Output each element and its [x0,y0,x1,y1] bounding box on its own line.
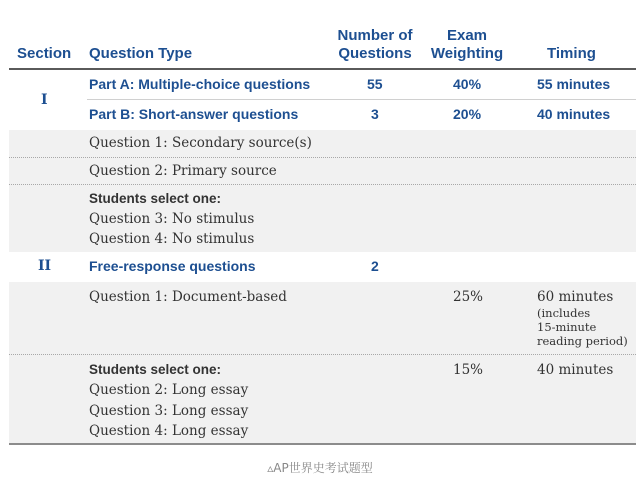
image-caption: ▵AP世界史考试题型 [267,461,373,475]
header-timing: Timing [547,45,596,62]
dbq-weight: 25% [453,289,484,305]
saq-q1-row [9,130,636,158]
partA-timing: 55 minutes [537,76,611,92]
dbq-type: Question 1: Document-based [89,289,287,305]
saq-q3: Question 3: No stimulus [89,211,255,227]
header-question-type: Question Type [89,45,193,62]
partA-weight: 40% [453,76,482,92]
le-q4: Question 4: Long essay [89,423,249,439]
header-section: Section [17,45,72,62]
saq-q4: Question 4: No stimulus [89,231,255,247]
le-q3: Question 3: Long essay [89,403,249,419]
dbq-timing-note-1: (includes [537,306,591,320]
le-timing: 40 minutes [537,362,614,378]
section2-label: II [38,258,52,274]
saq-q2-row [9,158,636,185]
le-weight: 15% [453,362,484,378]
table-header [9,18,636,70]
saq-select-row [9,185,636,251]
partA-type: Part A: Multiple-choice questions [89,76,311,92]
partA-count: 55 [367,76,383,92]
partB-type: Part B: Short-answer questions [89,106,299,122]
exam-format-table [9,18,636,445]
header-exam-weighting: Exam Weighting [430,27,504,62]
le-select-label: Students select one: [89,362,222,377]
saq-q2: Question 2: Primary source [89,163,277,179]
partB-timing: 40 minutes [537,106,611,122]
header-number-of-questions: Number of Questions [337,27,413,62]
section2-frq-row [9,252,636,282]
dbq-row [9,282,636,355]
partB-count: 3 [371,106,379,122]
saq-q1: Question 1: Secondary source(s) [89,135,312,151]
frq-count: 2 [371,258,379,274]
partB-weight: 20% [453,106,482,122]
section1-label: I [41,92,48,108]
le-q2: Question 2: Long essay [89,382,249,398]
frq-type: Free-response questions [89,258,256,274]
dbq-timing-note-2: 15-minute [537,320,597,334]
section1-part-rows [9,70,636,130]
dbq-timing-note-3: reading period) [537,334,628,348]
long-essay-row [9,355,636,441]
dbq-timing-main: 60 minutes [537,289,614,305]
saq-select-label: Students select one: [89,191,222,206]
